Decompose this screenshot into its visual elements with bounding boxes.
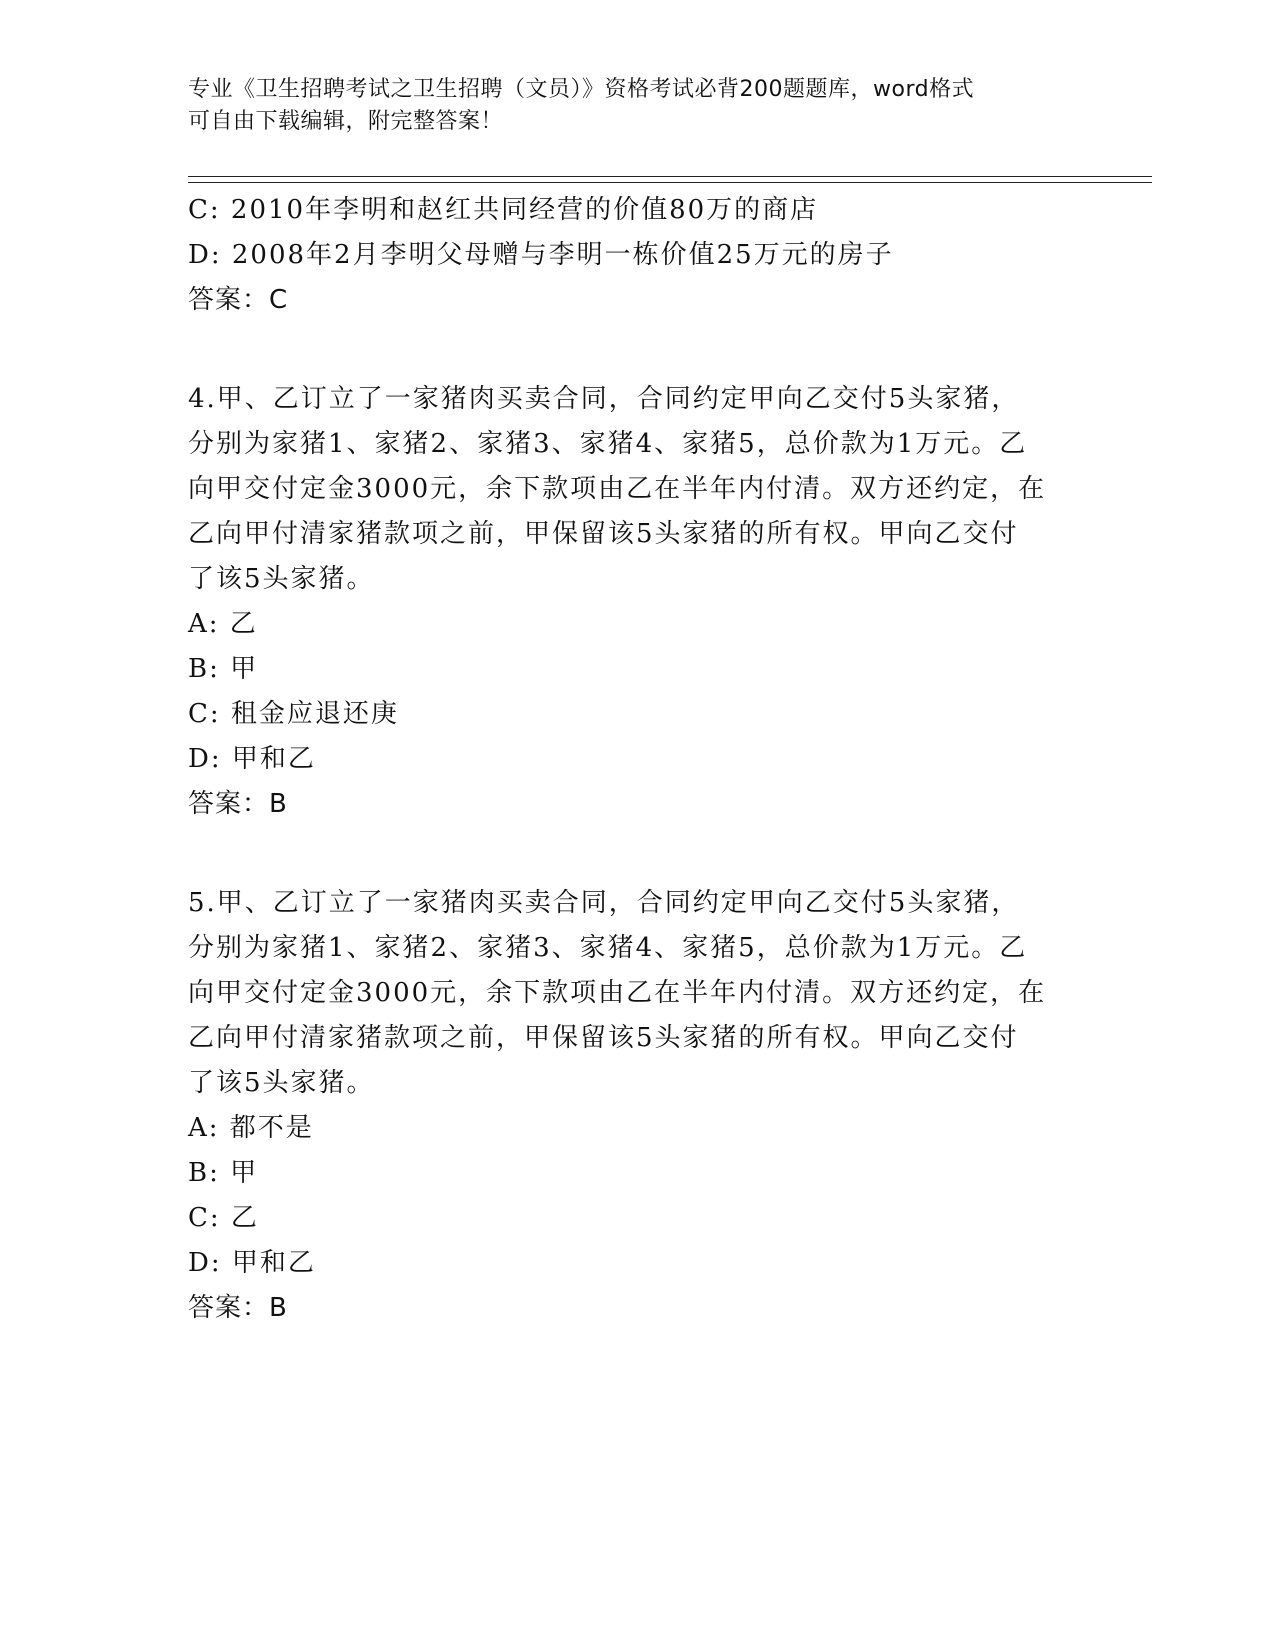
- header-divider-bottom: [188, 182, 1152, 183]
- question-4: [188, 377, 1088, 827]
- option-a: A: 乙: [188, 609, 258, 639]
- option-d: D: 甲和乙: [188, 1248, 316, 1278]
- question-stem-line: 向甲交付定金3000元，余下款项由乙在半年内付清。双方还约定，在: [188, 978, 1047, 1008]
- question-stem-line: 乙向甲付清家猪款项之前，甲保留该5头家猪的所有权。甲向乙交付: [188, 1023, 1019, 1053]
- answer-line: 答案：B: [188, 1293, 288, 1323]
- header-title-line-1: 专业《卫生招聘考试之卫生招聘（文员）》资格考试必背200题题库，word格式: [188, 77, 975, 102]
- question-3-tail: [188, 188, 1088, 323]
- header-title-line-2: 可自由下载编辑，附完整答案！: [188, 109, 504, 134]
- question-spacer: [188, 827, 1088, 881]
- option-c: C: 租金应退还庚: [188, 699, 399, 729]
- question-stem-line: 4.甲、乙订立了一家猪肉买卖合同，合同约定甲向乙交付5头家猪，: [188, 384, 1020, 414]
- answer-line: 答案：B: [188, 789, 288, 819]
- option-b: B: 甲: [188, 1158, 259, 1188]
- option-c: C: 乙: [188, 1203, 259, 1233]
- question-5: [188, 881, 1088, 1331]
- option-b: B: 甲: [188, 654, 259, 684]
- option-d: D: 甲和乙: [188, 744, 316, 774]
- question-stem-line: 了该5头家猪。: [188, 1068, 375, 1098]
- question-content: [188, 188, 1088, 1331]
- question-stem-line: 向甲交付定金3000元，余下款项由乙在半年内付清。双方还约定，在: [188, 474, 1047, 504]
- option-c: C: 2010年李明和赵红共同经营的价值80万的商店: [188, 195, 819, 225]
- question-spacer: [188, 323, 1088, 377]
- answer-line: 答案：C: [188, 285, 289, 315]
- question-stem-line: 了该5头家猪。: [188, 564, 375, 594]
- option-d: D: 2008年2月李明父母赠与李明一栋价值25万元的房子: [188, 240, 894, 270]
- question-stem-line: 分别为家猪1、家猪2、家猪3、家猪4、家猪5，总价款为1万元。乙: [188, 933, 1028, 963]
- question-stem-line: 分别为家猪1、家猪2、家猪3、家猪4、家猪5，总价款为1万元。乙: [188, 429, 1028, 459]
- option-a: A: 都不是: [188, 1113, 314, 1143]
- document-header: [188, 74, 1088, 138]
- question-stem-line: 5.甲、乙订立了一家猪肉买卖合同，合同约定甲向乙交付5头家猪，: [188, 888, 1020, 918]
- question-stem-line: 乙向甲付清家猪款项之前，甲保留该5头家猪的所有权。甲向乙交付: [188, 519, 1019, 549]
- header-divider-top: [188, 176, 1152, 177]
